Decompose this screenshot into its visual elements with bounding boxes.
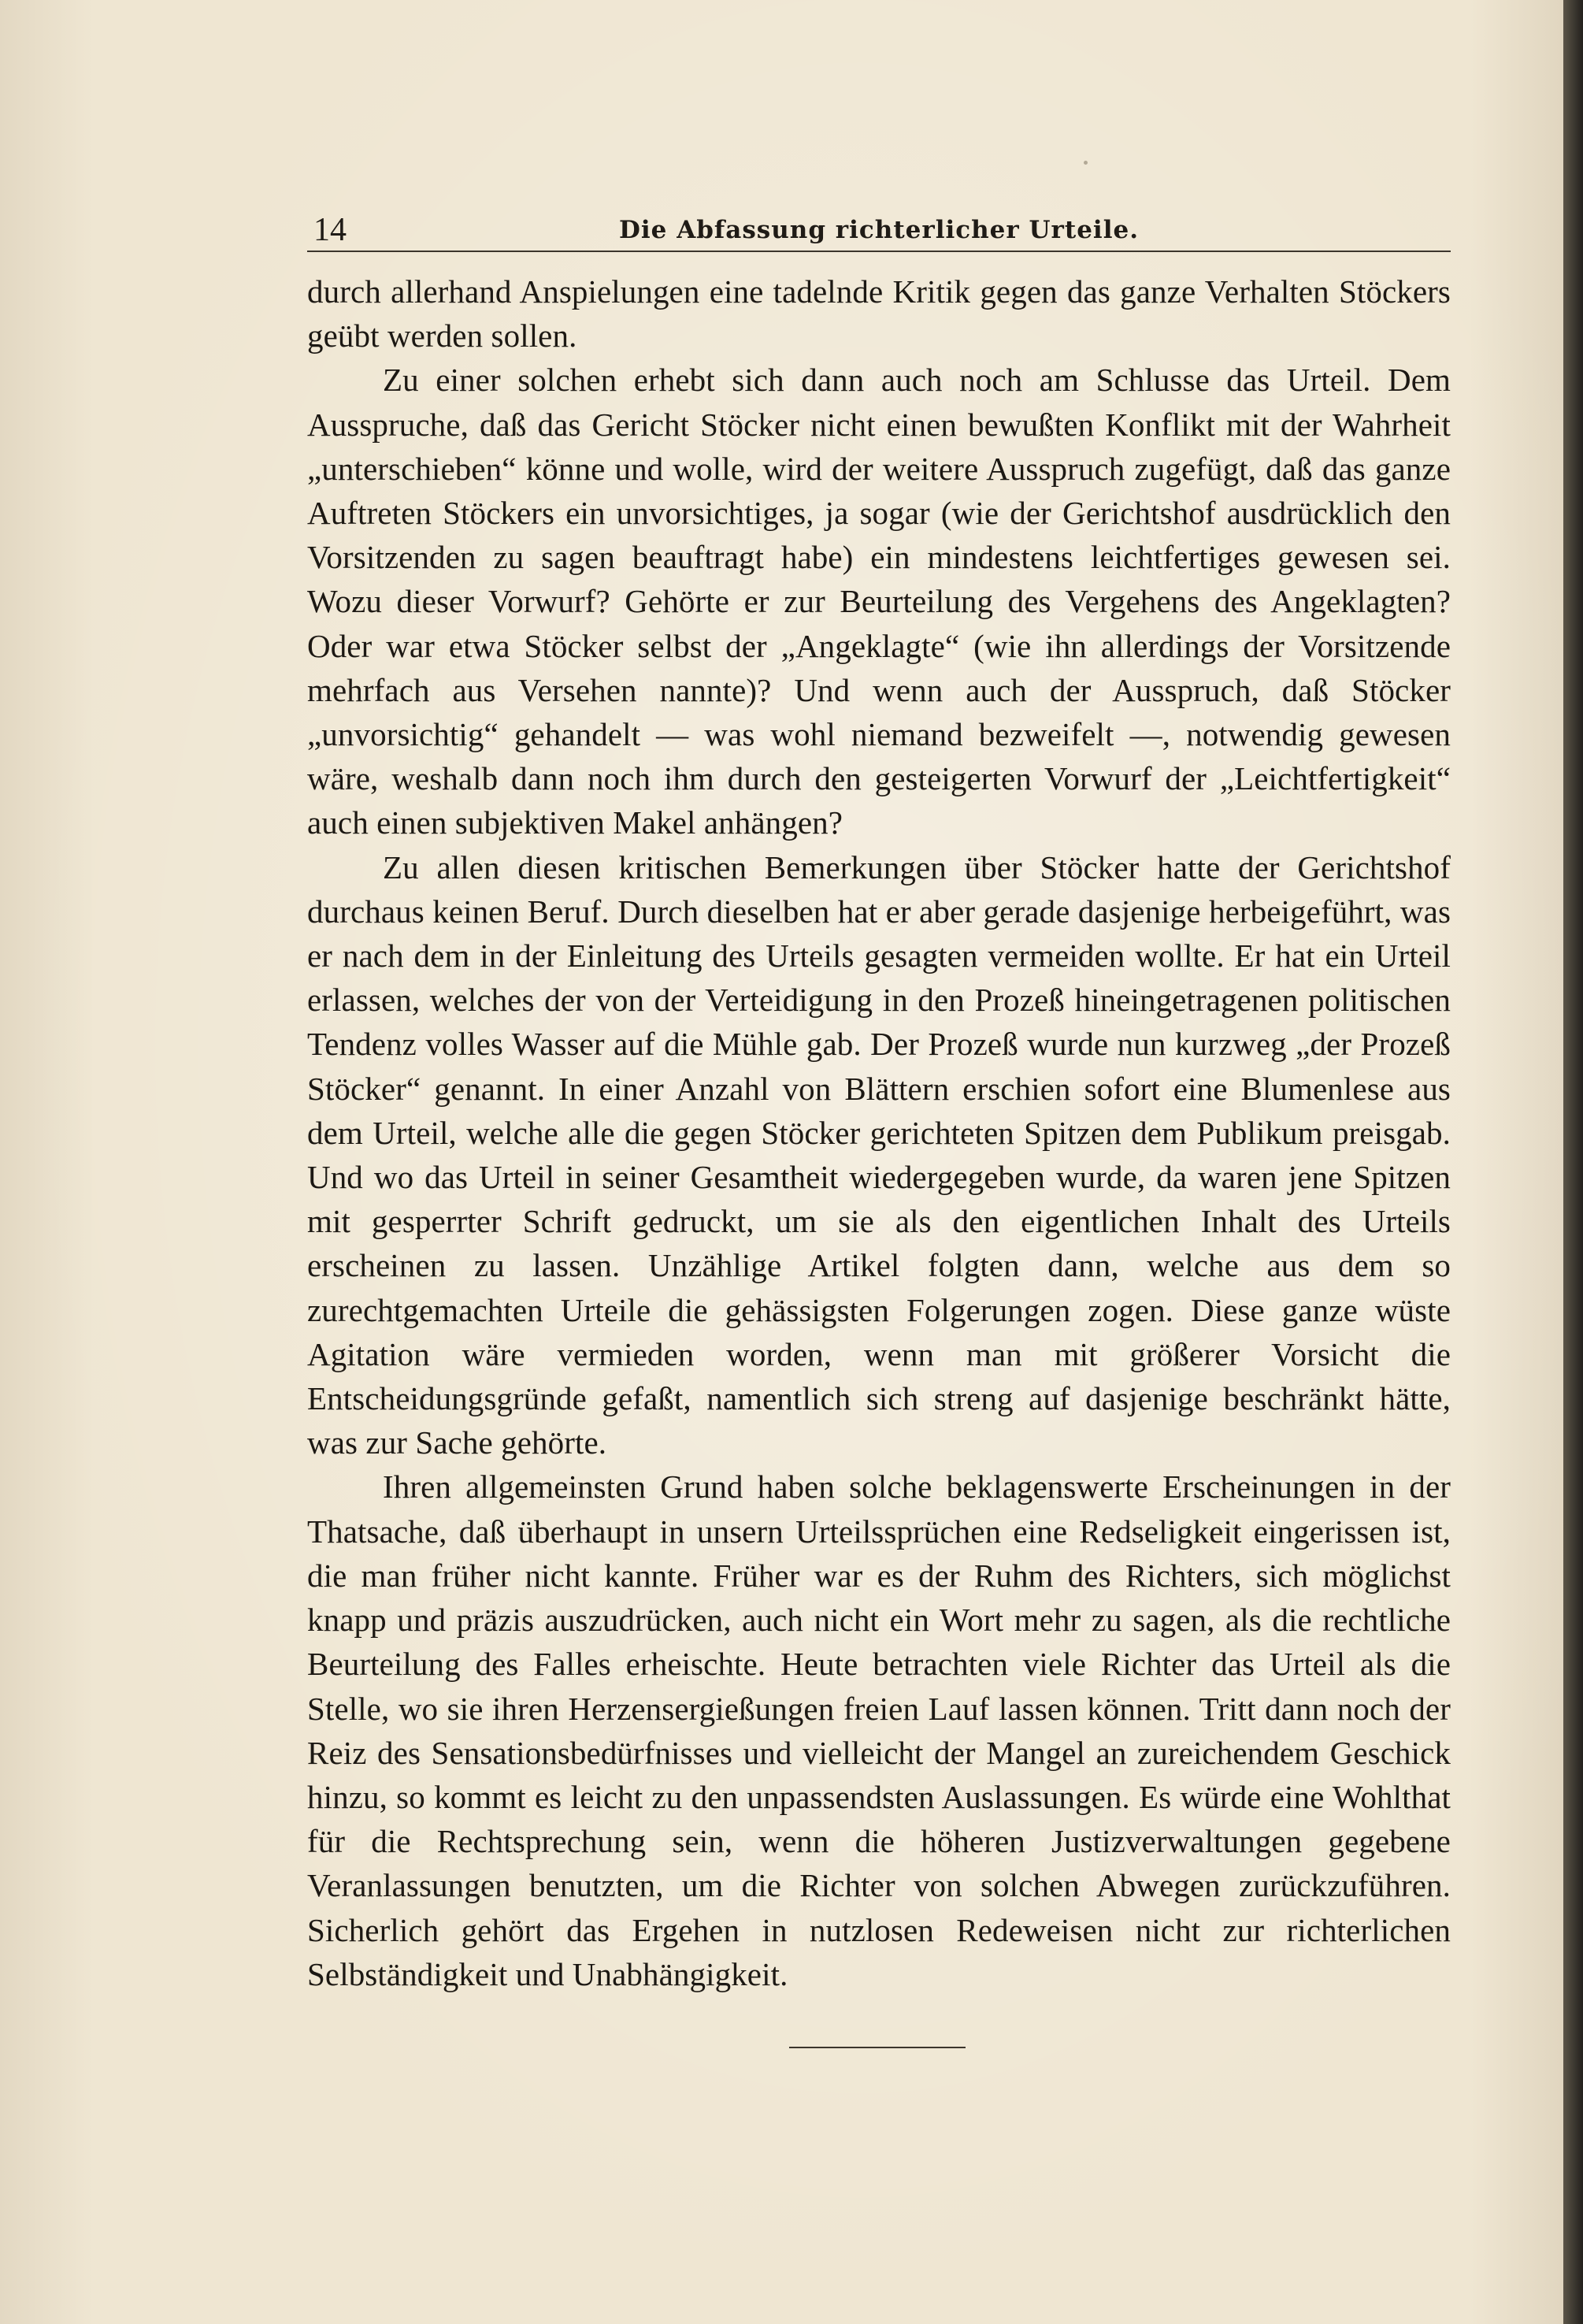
paragraph-4: Ihren allgemeinsten Grund haben solche beklagenswerte Erscheinungen in der Thatsache, daß überhaupt in unsern Urteilssprüchen eine Redseligkeit eingerissen ist, die man früher nicht kannte. Früher war es der Ruhm des Richters, sich möglichst knapp und präzis auszudrücken, auch nicht ein Wort mehr zu sagen, als die rechtliche Beurteilung des Falles erheischte. Heute betrachten viele Richter das Urteil als die Stelle, wo sie ihren Herzensergießungen freien Lauf lassen können. Tritt dann noch der Reiz des Sensationsbedürfnisses und vielleicht der Mangel an zureichendem Geschick hinzu, so kommt es leicht zu den unpassendsten Auslassungen. Es würde eine Wohlthat für die Rechtsprechung sein, wenn die höheren Justizverwaltungen gegebene Veranlassungen benutzten, um die Richter von solchen Abwegen zurückzuführen. Sicherlich gehört das Ergehen in nutzlosen Redeweisen nicht zur richterlichen Selbständigkeit und Unabhängigkeit. (307, 1468, 1451, 1992)
running-title: Die Abfassung richterlicher Urteile. (619, 216, 1139, 244)
paragraph-1: durch allerhand Anspielungen eine tadelnde Kritik gegen das ganze Verhalten Stöckers geübt werden sollen. (307, 273, 1451, 355)
section-end-rule (789, 2047, 966, 2048)
page-header (307, 211, 1451, 252)
body-text (307, 269, 1451, 1996)
page-number: 14 (313, 212, 347, 248)
paper-speck (1084, 161, 1088, 165)
page-edge (1563, 0, 1583, 2324)
paragraph-3: Zu allen diesen kritischen Bemerkungen über Stöcker hatte der Gerichtshof durchaus keinen Beruf. Durch dieselben hat er aber gerade dasjenige herbeigeführt, was er nach dem in der Einleitung des Urteils gesagten vermeiden wollte. Er hat ein Urteil erlassen, welches der von der Verteidigung in den Prozeß hineingetragenen politischen Tendenz volles Wasser auf die Mühle gab. Der Prozeß wurde nun kurzweg „der Prozeß Stöcker“ genannt. In einer Anzahl von Blättern erschien sofort eine Blumenlese aus dem Urteil, welche alle die gegen Stöcker gerichteten Spitzen dem Publikum preisgab. Und wo das Urteil in seiner Gesamtheit wiedergegeben wurde, da waren jene Spitzen mit gesperrter Schrift gedruckt, um sie als den eigentlichen Inhalt des Urteils erscheinen zu lassen. Unzählige Artikel folgten dann, welche aus dem so zurechtgemachten Urteile die gehässigsten Folgerungen zogen. Diese ganze wüste Agitation wäre vermieden worden, wenn man mit größerer Vorsicht die Entscheidungsgründe gefaßt, namentlich sich streng auf dasjenige beschränkt hätte, was zur Sache gehörte. (307, 848, 1451, 1461)
paragraph-2: Zu einer solchen erhebt sich dann auch noch am Schlusse das Urteil. Dem Ausspruche, daß das Gericht Stöcker nicht einen bewußten Konflikt mit der Wahrheit „unterschieben“ könne und wolle, wird der weitere Ausspruch zugefügt, daß das ganze Auftreten Stöckers ein unvorsichtiges, ja sogar (wie der Gerichtshof ausdrücklich den Vorsitzenden zu sagen beauftragt habe) ein mindestens leichtfertiges gewesen sei. Wozu dieser Vorwurf? Gehörte er zur Beurteilung des Vergehens des Angeklagten? Oder war etwa Stöcker selbst der „Angeklagte“ (wie ihn allerdings der Vorsitzende mehrfach aus Versehen nannte)? Und wenn auch der Ausspruch, daß Stöcker „unvorsichtig“ gehandelt — was wohl niemand bezweifelt —, notwendig gewesen wäre, weshalb dann noch ihm durch den gesteigerten Vorwurf der „Leichtfertigkeit“ auch einen subjektiven Makel anhängen? (307, 362, 1451, 841)
